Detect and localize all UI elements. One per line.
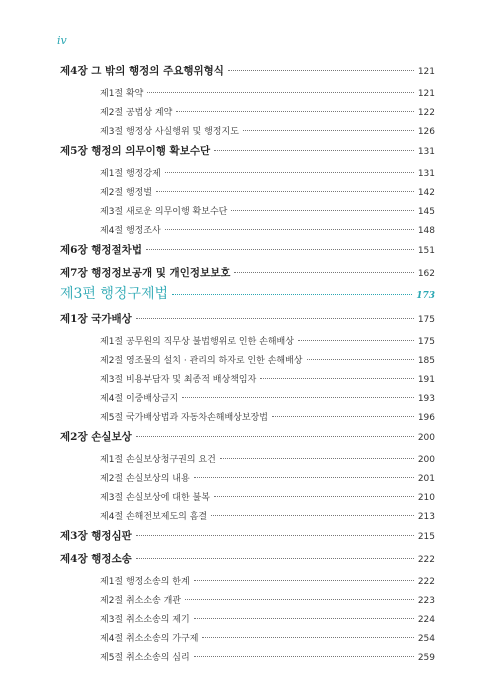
- toc-part-entry: [60, 283, 435, 311]
- toc-chapter-entry: [60, 528, 435, 551]
- toc-section-entry: [60, 452, 435, 471]
- dot-leader: [234, 272, 413, 273]
- toc-page-number: 222: [417, 577, 435, 587]
- toc-chapter-entry: [60, 551, 435, 574]
- dot-leader: [147, 92, 413, 93]
- dot-leader: [185, 599, 414, 600]
- toc-section-entry: [60, 334, 435, 353]
- dot-leader: [307, 359, 414, 360]
- dot-leader: [214, 496, 414, 497]
- toc-section-entry: [60, 372, 435, 391]
- toc-chapter-entry: [60, 242, 435, 265]
- dot-leader: [136, 436, 414, 437]
- toc-page-number: 191: [417, 375, 435, 385]
- toc-page-number: 222: [417, 555, 435, 565]
- toc-section-title: 제1절 확약: [100, 89, 144, 99]
- toc-block-1: [60, 63, 435, 288]
- toc-section-title: 제5절 취소소송의 심리: [100, 653, 190, 663]
- toc-section-entry: [60, 166, 435, 185]
- toc-section-title: 제4절 손해전보제도의 흠결: [100, 512, 208, 522]
- dot-leader: [194, 618, 414, 619]
- toc-section-title: 제2절 손실보상의 내용: [100, 474, 190, 484]
- dot-leader: [214, 150, 414, 151]
- toc-section-title: 제4절 취소소송의 가구제: [100, 634, 199, 644]
- toc-section-title: 제4절 행정조사: [100, 226, 161, 236]
- dot-leader: [165, 172, 414, 173]
- toc-section-entry: [60, 86, 435, 105]
- toc-section-title: 제3절 취소소송의 제기: [100, 615, 190, 625]
- toc-page-number: 223: [417, 596, 435, 606]
- toc-section-entry: [60, 124, 435, 143]
- dot-leader: [146, 249, 414, 250]
- toc-page-number: 259: [417, 653, 435, 663]
- toc-page-number: 175: [417, 315, 435, 325]
- toc-page-number: 185: [417, 356, 435, 366]
- toc-page-number: 200: [417, 455, 435, 465]
- toc-page-number: 201: [417, 474, 435, 484]
- toc-page-number: 200: [417, 433, 435, 443]
- toc-page-number: 145: [417, 207, 435, 217]
- dot-leader: [243, 130, 414, 131]
- dot-leader: [194, 477, 414, 478]
- toc-section-entry: [60, 490, 435, 509]
- toc-section-title: 제5절 국가배상법과 자동차손해배상보장법: [100, 413, 268, 423]
- dot-leader: [231, 210, 413, 211]
- toc-chapter-entry: [60, 311, 435, 334]
- toc-part-title: 제3편 행정구제법: [60, 286, 169, 302]
- toc-section-entry: [60, 574, 435, 593]
- toc-page-number: 175: [417, 337, 435, 347]
- toc-section-title: 제3절 비용부담자 및 최종적 배상책임자: [100, 375, 257, 385]
- toc-page-number: 173: [416, 291, 435, 301]
- toc-chapter-entry: [60, 143, 435, 166]
- dot-leader: [228, 70, 414, 71]
- dot-leader: [182, 397, 414, 398]
- toc-section-entry: [60, 650, 435, 669]
- toc-section-title: 제4절 이중배상금지: [100, 394, 179, 404]
- toc-chapter-entry: [60, 63, 435, 86]
- toc-chapter-title: 제6장 행정절차법: [60, 244, 142, 256]
- toc-section-entry: [60, 185, 435, 204]
- toc-section-title: 제2절 행정벌: [100, 188, 153, 198]
- toc-section-entry: [60, 353, 435, 372]
- toc-section-entry: [60, 391, 435, 410]
- toc-section-entry: [60, 471, 435, 490]
- page-number: iv: [57, 34, 67, 47]
- toc-chapter-title: 제5장 행정의 의무이행 확보수단: [60, 145, 211, 157]
- dot-leader: [194, 656, 414, 657]
- dot-leader: [136, 558, 414, 559]
- toc-chapter-title: 제1장 국가배상: [60, 313, 132, 325]
- toc-section-entry: [60, 593, 435, 612]
- toc-page-number: 142: [417, 188, 435, 198]
- toc-page-number: 121: [417, 89, 435, 99]
- dot-leader: [165, 229, 414, 230]
- toc-page-number: 126: [417, 127, 435, 137]
- toc-chapter-title: 제3장 행정심판: [60, 530, 132, 542]
- toc-chapter-entry: [60, 429, 435, 452]
- toc-section-entry: [60, 223, 435, 242]
- toc-section-title: 제2절 취소소송 개관: [100, 596, 182, 606]
- dot-leader: [136, 535, 414, 536]
- toc-section-entry: [60, 410, 435, 429]
- toc-page-number: 151: [417, 246, 435, 256]
- dot-leader: [272, 416, 414, 417]
- toc-section-title: 제1절 행정강제: [100, 169, 161, 179]
- toc-section-title: 제3절 손실보상에 대한 불복: [100, 493, 210, 503]
- dot-leader: [136, 318, 414, 319]
- toc-page-number: 215: [417, 532, 435, 542]
- toc-section-entry: [60, 204, 435, 223]
- toc-page-number: 193: [417, 394, 435, 404]
- toc-section-title: 제1절 손실보상청구권의 요건: [100, 455, 216, 465]
- toc-section-title: 제3절 새로운 의무이행 확보수단: [100, 207, 228, 217]
- dot-leader: [202, 637, 413, 638]
- toc-chapter-title: 제7장 행정정보공개 및 개인정보보호: [60, 267, 231, 279]
- toc-page-number: 121: [417, 67, 435, 77]
- dot-leader: [156, 191, 414, 192]
- toc-page-number: 122: [417, 108, 435, 118]
- dot-leader: [220, 458, 414, 459]
- toc-block-2: [60, 283, 435, 669]
- toc-page-number: 131: [417, 147, 435, 157]
- toc-page-number: 148: [417, 226, 435, 236]
- dot-leader: [176, 111, 414, 112]
- toc-chapter-title: 제2장 손실보상: [60, 431, 132, 443]
- toc-chapter-title: 제4장 그 밖의 행정의 주요행위형식: [60, 65, 224, 77]
- toc-page-number: 131: [417, 169, 435, 179]
- toc-section-title: 제3절 행정상 사실행위 및 행정지도: [100, 127, 239, 137]
- dot-leader: [298, 340, 414, 341]
- toc-section-entry: [60, 631, 435, 650]
- toc-section-title: 제2절 영조물의 설치 · 관리의 하자로 인한 손해배상: [100, 356, 303, 366]
- dot-leader: [260, 378, 414, 379]
- toc-page-number: 224: [417, 615, 435, 625]
- toc-section-title: 제1절 행정소송의 한계: [100, 577, 190, 587]
- toc-page-number: 213: [417, 512, 435, 522]
- toc-section-entry: [60, 105, 435, 124]
- toc-section-entry: [60, 612, 435, 631]
- toc-section-entry: [60, 509, 435, 528]
- dot-leader: [194, 580, 414, 581]
- toc-page-number: 254: [417, 634, 435, 644]
- toc-section-title: 제1절 공무원의 직무상 불법행위로 인한 손해배상: [100, 337, 294, 347]
- dot-leader: [211, 515, 414, 516]
- toc-page-number: 162: [417, 269, 435, 279]
- toc-page-number: 196: [417, 413, 435, 423]
- toc-section-title: 제2절 공법상 계약: [100, 108, 173, 118]
- toc-page-number: 210: [417, 493, 435, 503]
- dot-leader: [172, 294, 412, 295]
- toc-chapter-title: 제4장 행정소송: [60, 553, 132, 565]
